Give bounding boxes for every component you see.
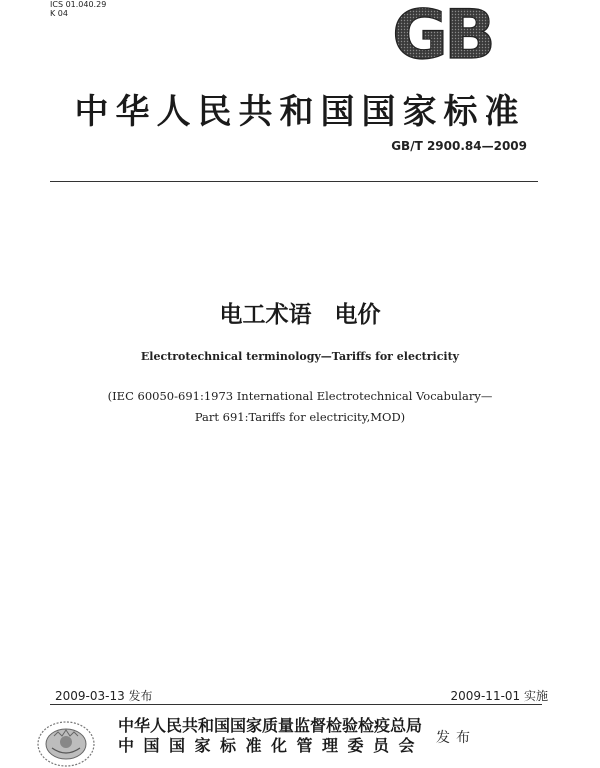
gb-logo	[382, 4, 502, 64]
issue-date: 2009-03-13 发布	[55, 689, 153, 703]
adoption-line-2: Part 691:Tariffs for electricity,MOD)	[194, 410, 406, 424]
standard-code: GB/T 2900.84—2009	[391, 139, 527, 153]
classification-codes	[50, 0, 106, 18]
issuer-line-1: 中华人民共和国国家质量监督检验检疫总局	[118, 716, 423, 735]
adoption-line-1: (IEC 60050-691:1973 International Electrotechnical Vocabulary—	[107, 389, 493, 403]
adoption-note	[0, 386, 600, 428]
publish-label: 发布	[436, 730, 476, 746]
ics-code: ICS 01.040.29	[50, 0, 107, 9]
title-en: Electrotechnical terminology—Tariffs for electricity	[140, 350, 460, 363]
gb-logo-text: GB	[392, 4, 492, 64]
title-zh: 电工术语 电价	[219, 302, 381, 328]
implement-date: 2009-11-01 实施	[450, 689, 548, 703]
issuer-line-2: 中国国家标准化管理委员会	[118, 736, 425, 755]
seal-emblem-icon	[34, 718, 98, 768]
footer-divider	[50, 704, 542, 705]
agency-title: 中华人民共和国国家标准	[74, 92, 526, 132]
header-divider	[50, 181, 538, 182]
ccs-code: K 04	[50, 9, 68, 18]
issuing-authorities	[118, 716, 424, 756]
